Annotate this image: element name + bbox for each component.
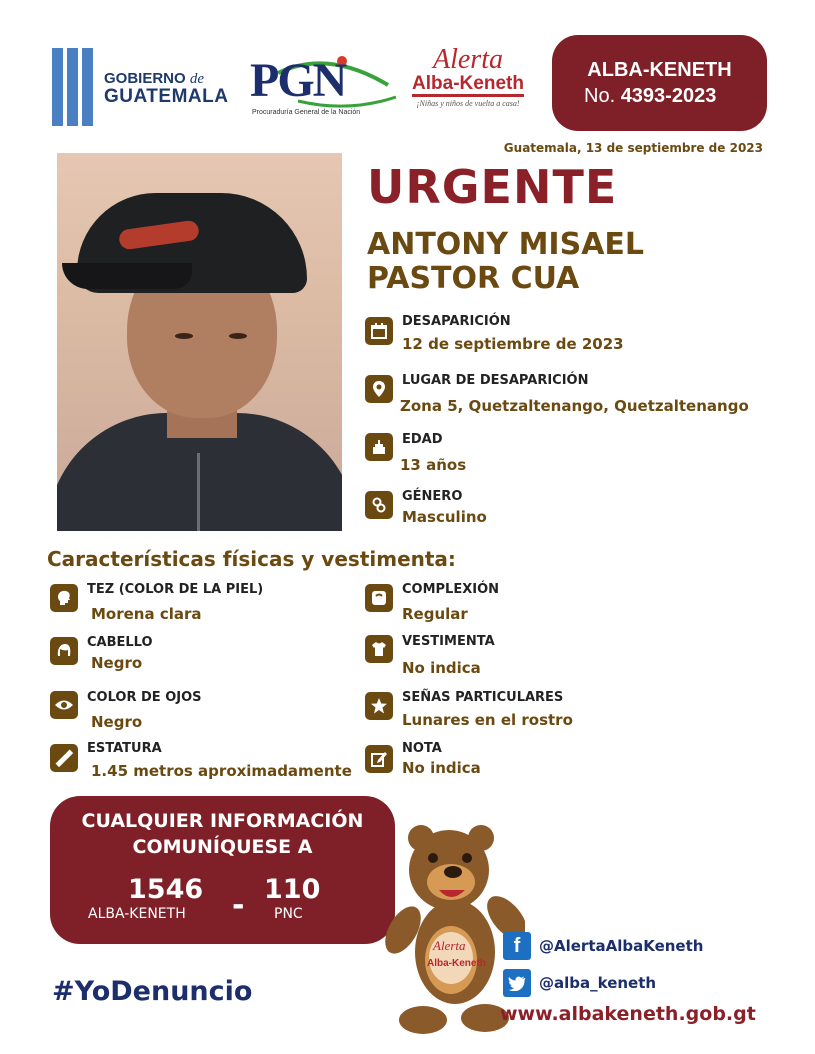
characteristics-heading: Características físicas y vestimenta: — [47, 547, 456, 571]
gobierno-line2: GUATEMALA — [104, 86, 229, 107]
pgn-logo — [238, 45, 398, 125]
build-value: Regular — [402, 605, 468, 623]
eye-color-label: COLOR DE OJOS — [87, 690, 202, 705]
disappearance-place-value: Zona 5, Quetzaltenango, Quetzaltenango — [400, 397, 749, 415]
case-prefix: No. — [584, 85, 616, 107]
note-label: NOTA — [402, 741, 442, 756]
age-value: 13 años — [400, 456, 467, 474]
eye-icon — [50, 691, 78, 719]
contact-title-line1: CUALQUIER INFORMACIÓN — [81, 810, 364, 832]
pnc-phone-label: PNC — [274, 906, 303, 922]
alerta-alba-keneth-logo — [398, 46, 538, 116]
gobierno-logo-bars — [52, 48, 94, 126]
skin-tone-value: Morena clara — [91, 605, 202, 623]
case-number-box — [552, 35, 767, 131]
star-icon — [365, 692, 393, 720]
shirt-icon — [365, 635, 393, 663]
alerta-logo-line1: Alerta — [433, 44, 503, 75]
hair-icon — [50, 637, 78, 665]
person-name-line2: PASTOR CUA — [367, 261, 580, 296]
website-link[interactable]: www.albakeneth.gob.gt — [500, 1003, 756, 1025]
facebook-link[interactable] — [503, 932, 703, 960]
disappearance-date-label: DESAPARICIÓN — [402, 314, 511, 329]
note-value: No indica — [402, 759, 481, 777]
pgn-wordmark: PGN — [250, 54, 346, 107]
height-label: ESTATURA — [87, 741, 162, 756]
distinguishing-marks-value: Lunares en el rostro — [402, 711, 573, 729]
cake-icon — [365, 433, 393, 461]
calendar-icon — [365, 317, 393, 345]
skin-tone-label: TEZ (COLOR DE LA PIEL) — [87, 582, 264, 597]
gobierno-logo-text — [104, 70, 228, 106]
alerta-logo-slogan: ¡Niñas y niños de vuelta a casa! — [416, 99, 520, 108]
case-title: ALBA-KENETH — [587, 59, 732, 81]
distinguishing-marks-label: SEÑAS PARTICULARES — [402, 690, 564, 705]
eye-color-value: Negro — [91, 713, 143, 731]
svg-text:Alba-Keneth: Alba-Keneth — [427, 958, 486, 969]
clothing-label: VESTIMENTA — [402, 634, 495, 649]
note-edit-icon — [365, 745, 393, 773]
gobierno-de: de — [189, 71, 205, 87]
issue-date: Guatemala, 13 de septiembre de 2023 — [503, 141, 763, 155]
ruler-icon — [50, 744, 78, 772]
scale-icon — [365, 584, 393, 612]
hair-value: Negro — [91, 654, 143, 672]
contact-info-box — [50, 796, 395, 944]
twitter-icon — [503, 969, 531, 997]
disappearance-place-label: LUGAR DE DESAPARICIÓN — [402, 373, 589, 388]
person-name-line1: ANTONY MISAEL — [367, 227, 645, 262]
hair-label: CABELLO — [87, 635, 153, 650]
gender-icon — [365, 491, 393, 519]
case-number: 4393-2023 — [620, 85, 717, 107]
pnc-phone[interactable]: 110 — [264, 874, 321, 905]
build-label: COMPLEXIÓN — [402, 582, 500, 597]
urgent-heading: URGENTE — [367, 160, 618, 214]
alba-keneth-phone-label: ALBA-KENETH — [88, 906, 186, 922]
facebook-handle: @AlertaAlbaKeneth — [539, 937, 704, 955]
twitter-handle: @alba_keneth — [539, 974, 657, 992]
gender-value: Masculino — [402, 508, 487, 526]
head-profile-icon — [50, 584, 78, 612]
alerta-logo-line2: Alba-Keneth — [412, 74, 524, 97]
contact-title-line2: COMUNÍQUESE A — [132, 836, 313, 858]
disappearance-date-value: 12 de septiembre de 2023 — [402, 335, 624, 353]
gender-label: GÉNERO — [402, 489, 463, 504]
facebook-icon: f — [503, 932, 531, 960]
phone-separator: - — [232, 888, 245, 923]
age-label: EDAD — [402, 432, 443, 447]
pgn-subtitle: Procuraduría General de la Nación — [252, 109, 361, 116]
gobierno-line1: GOBIERNO — [104, 70, 186, 87]
person-name — [367, 228, 644, 296]
hashtag: #YoDenuncio — [52, 976, 253, 1007]
location-pin-icon — [365, 375, 393, 403]
alba-keneth-phone[interactable]: 1546 — [128, 874, 204, 905]
twitter-link[interactable] — [503, 969, 656, 997]
clothing-value: No indica — [402, 659, 481, 677]
height-value: 1.45 metros aproximadamente — [91, 762, 352, 780]
missing-person-photo — [57, 153, 342, 531]
svg-text:Alerta: Alerta — [433, 938, 466, 953]
